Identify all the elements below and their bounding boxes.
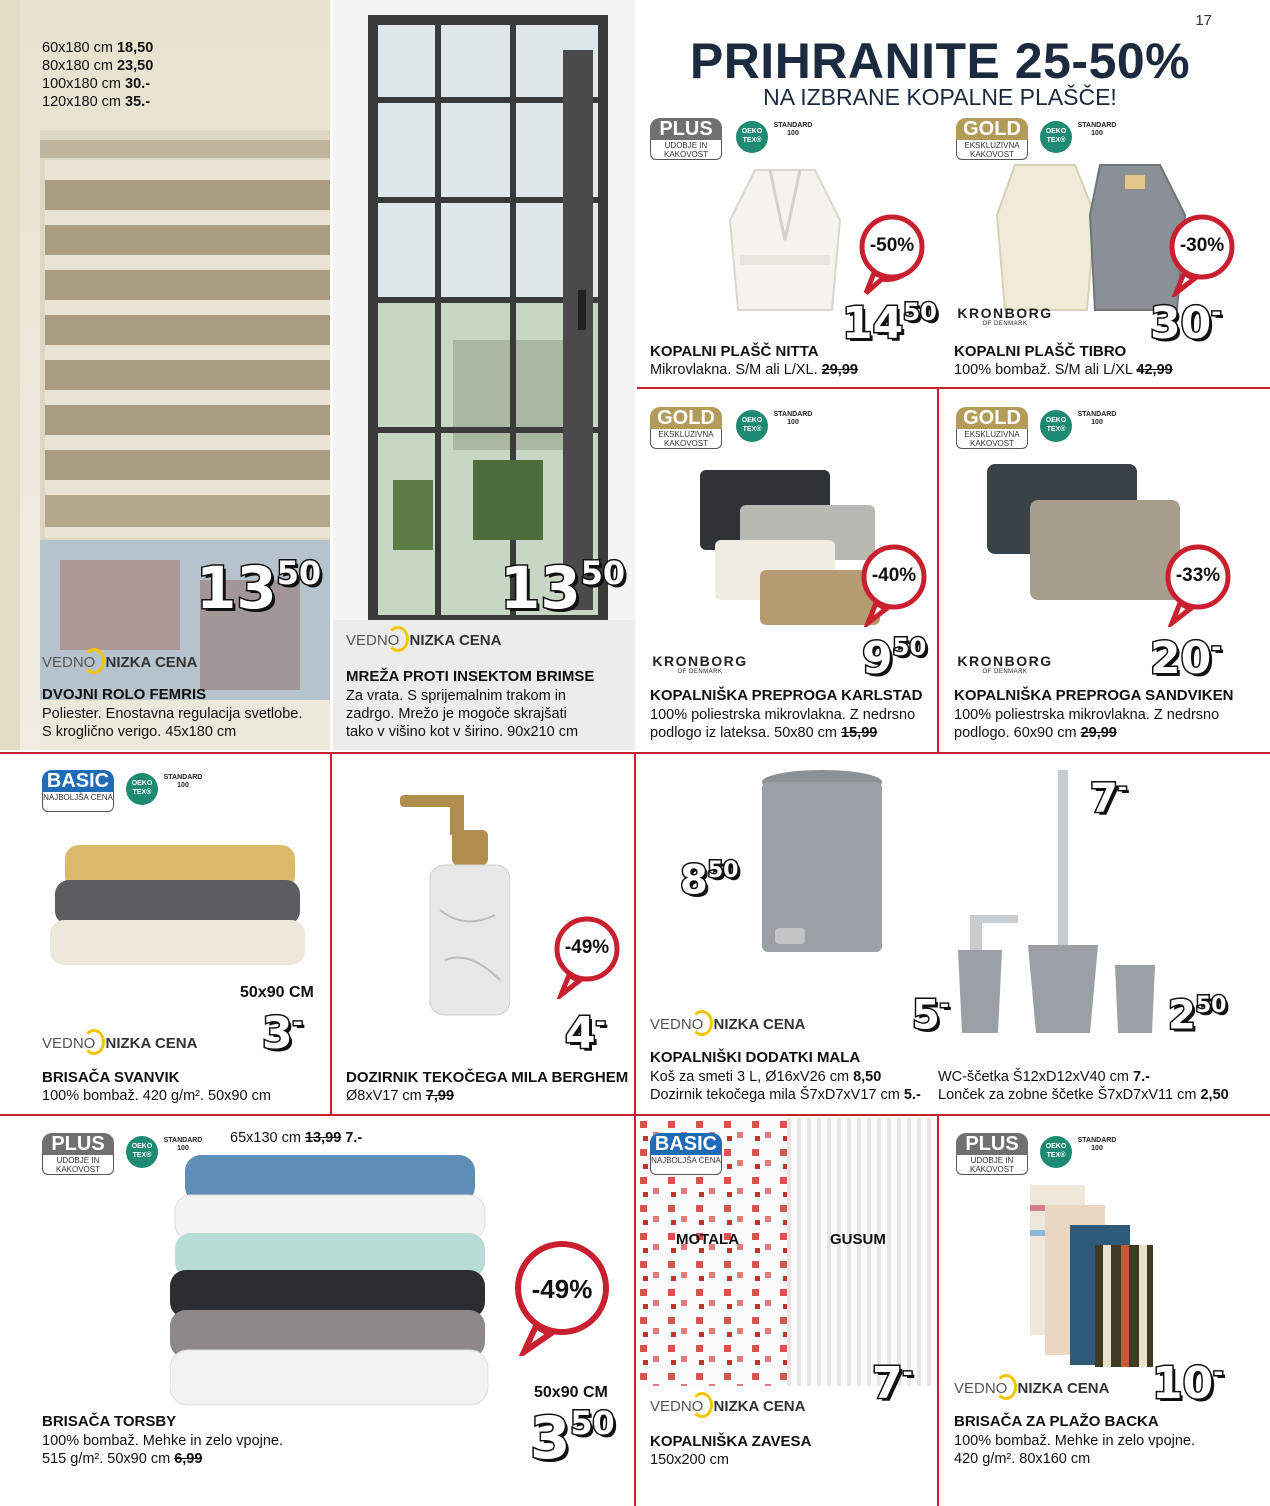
oeko-standard-label: STANDARD 100 xyxy=(1077,411,1117,426)
divider xyxy=(634,752,636,1506)
product-title: BRISAČA ZA PLAŽO BACKA xyxy=(954,1413,1159,1430)
price-berghem: 4- xyxy=(565,1008,606,1060)
product-title: KOPALNIŠKA ZAVESA xyxy=(650,1433,812,1450)
product-description: 100% bombaž. S/M ali L/XL 42,99 xyxy=(954,362,1173,378)
price-torsby: $3^{50}$ xyxy=(530,1403,615,1472)
large-size-price: 65x130 cm 13,99 7.- xyxy=(230,1130,363,1146)
basic-quality-badge: BASIC NAJBOLJŠA CENA xyxy=(650,1133,722,1175)
pedal-bin-mala-image xyxy=(755,768,890,968)
product-description: Ø8xV17 cm 7,99 xyxy=(346,1088,455,1104)
headline-title: PRIHRANITE 25-50% xyxy=(689,33,1191,89)
product-description: 100% bombaž. Mehke in zelo vpojne. 515 g/m². 50x90 cm 6,99 xyxy=(42,1433,284,1467)
price-backa: 10- xyxy=(1152,1358,1224,1410)
towels-svanvik-image xyxy=(45,840,310,970)
product-description: WC-ščetka Š12xD12xV40 cm 7.- Lonček za zobne ščetke Š7xD7xV11 cm 2,50 xyxy=(938,1069,1229,1103)
product-title: MREŽA PROTI INSEKTOM BRIMSE xyxy=(346,668,595,685)
oeko-tex-icon: OEKO TEX® xyxy=(1040,1136,1072,1168)
oeko-tex-icon: OEKO TEX® xyxy=(736,410,768,442)
divider xyxy=(937,388,939,752)
product-description: Mikrovlakna. S/M ali L/XL. 29,99 xyxy=(650,362,858,378)
bathroom-accessories-mala-image xyxy=(950,770,1170,1035)
plus-quality-badge: PLUS UDOBJE IN KAKOVOST xyxy=(650,118,722,160)
soap-dispenser-berghem-image xyxy=(395,790,510,1020)
divider xyxy=(0,1114,1270,1116)
price-soap-dispenser: 5- xyxy=(912,992,949,1039)
product-description: 100% bombaž. 420 g/m². 50x90 cm xyxy=(42,1088,271,1104)
plus-quality-badge: PLUS UDOBJE IN KAKOVOST xyxy=(42,1133,114,1175)
product-title: KOPALNIŠKA PREPROGA KARLSTAD xyxy=(650,687,923,704)
basic-quality-badge: BASIC NAJBOLJŠA CENA xyxy=(42,770,114,812)
curtain-label-gusum: GUSUM xyxy=(830,1231,886,1248)
badge-name: PLUS xyxy=(650,118,722,140)
price-toothbrush-cup: $2^{50}$ xyxy=(1168,992,1227,1039)
discount-badge: -33% xyxy=(1164,543,1232,627)
page-number: 17 xyxy=(1195,12,1212,29)
bathrobe-tibro-image xyxy=(995,155,1190,320)
bath-rugs-karlstad-image xyxy=(695,465,885,630)
discount-badge: -50% xyxy=(858,213,926,297)
always-low-price-label: VEDNO NIZKA CENA xyxy=(346,626,501,652)
product-description: Za vrata. S sprijemalnim trakom in zadrgo. Mrežo je mogoče skrajšati tako v višino kot v širino. 90x210 cm xyxy=(346,688,579,740)
oeko-standard-label: STANDARD 100 xyxy=(163,774,203,789)
size-price-list: 60x180 cm 18,50 80x180 cm 23,50 100x180 cm 30.- 120x180 cm 35.- xyxy=(42,40,154,110)
product-title: KOPALNIŠKA PREPROGA SANDVIKEN xyxy=(954,687,1234,704)
discount-badge: -40% xyxy=(860,543,928,627)
product-title: KOPALNIŠKI DODATKI MALA xyxy=(650,1049,861,1066)
price-nitta: $14^{50}$ xyxy=(842,298,937,350)
price-pedal-bin: $8^{50}$ xyxy=(680,857,739,904)
oeko-tex-icon: OEKO TEX® xyxy=(126,773,158,805)
always-low-price-label: VEDNO NIZKA CENA xyxy=(42,1029,197,1055)
always-low-price-label: VEDNO NIZKA CENA xyxy=(954,1374,1109,1400)
price-tibro: 30- xyxy=(1150,298,1222,350)
size-label: 50x90 CM xyxy=(240,984,314,1001)
beach-towels-backa-image xyxy=(1025,1185,1160,1370)
always-low-price-label: VEDNO NIZKA CENA xyxy=(650,1392,805,1418)
product-title: KOPALNI PLAŠČ TIBRO xyxy=(954,343,1127,360)
product-title: BRISAČA SVANVIK xyxy=(42,1069,180,1086)
gold-quality-badge: GOLD EKSKLUZIVNA KAKOVOST xyxy=(956,407,1028,449)
product-description: Koš za smeti 3 L, Ø16xV26 cm 8,50 Dozirnik tekočega mila Š7xD7xV17 cm 5.- xyxy=(650,1069,921,1103)
curtain-label-motala: MOTALA xyxy=(676,1231,740,1248)
product-description: 150x200 cm xyxy=(650,1452,729,1468)
price-sandviken: 20- xyxy=(1150,633,1222,685)
oeko-standard-label: STANDARD 100 xyxy=(773,411,813,426)
oeko-standard-label: STANDARD 100 xyxy=(1077,1137,1117,1152)
divider xyxy=(937,1114,939,1506)
product-title: DOZIRNIK TEKOČEGA MILA BERGHEM xyxy=(346,1069,629,1086)
plus-quality-badge: PLUS UDOBJE IN KAKOVOST xyxy=(956,1133,1028,1175)
oeko-tex-icon: OEKO TEX® xyxy=(126,1136,158,1168)
product-description: 100% poliestrska mikrovlakna. Z nedrsno podlogo iz lateksa. 50x80 cm 15,99 xyxy=(650,707,916,741)
kronborg-logo: KRONBORG OF DENMARK xyxy=(957,653,1053,675)
price-karlstad: $9^{50}$ xyxy=(862,633,927,685)
product-description: 100% bombaž. Mehke in zelo vpojne. 420 g/m². 80x160 cm xyxy=(954,1433,1196,1467)
oeko-standard-label: STANDARD 100 xyxy=(1077,122,1117,137)
towels-torsby-image xyxy=(170,1150,490,1415)
product-title: DVOJNI ROLO FEMRIS xyxy=(42,686,207,703)
always-low-price-label: VEDNO NIZKA CENA xyxy=(650,1010,805,1036)
oeko-standard-label: STANDARD 100 xyxy=(163,1137,203,1152)
price-svanvik: 3- xyxy=(262,1008,303,1060)
oeko-tex-icon: OEKO TEX® xyxy=(1040,121,1072,153)
bath-rugs-sandviken-image xyxy=(985,462,1185,607)
roller-blind-photo xyxy=(0,0,330,750)
size-label: 50x90 CM xyxy=(534,1384,608,1401)
gold-quality-badge: GOLD EKSKLUZIVNA KAKOVOST xyxy=(650,407,722,449)
oeko-tex-icon: OEKO TEX® xyxy=(1040,410,1072,442)
bathrobe-nitta-image xyxy=(720,160,850,320)
price-brimse: $13^{50}$ xyxy=(500,553,626,622)
discount-badge: -49% xyxy=(512,1238,612,1356)
product-description: 100% poliestrska mikrovlakna. Z nedrsno podlogo. 60x90 cm 29,99 xyxy=(954,707,1220,741)
kronborg-logo: KRONBORG OF DENMARK xyxy=(652,653,748,675)
discount-badge: -30% xyxy=(1168,213,1236,297)
product-title: BRISAČA TORSBY xyxy=(42,1413,177,1430)
price-zavesa: 7- xyxy=(872,1358,913,1410)
price-femris: $13^{50}$ xyxy=(196,553,322,622)
price-toilet-brush: 7- xyxy=(1090,775,1127,822)
kronborg-logo: KRONBORG OF DENMARK xyxy=(957,305,1053,327)
divider xyxy=(330,752,332,1114)
gold-quality-badge: GOLD EKSKLUZIVNA KAKOVOST xyxy=(956,118,1028,160)
always-low-price-label: VEDNO NIZKA CENA xyxy=(42,648,197,674)
product-description: Poliester. Enostavna regulacija svetlobe. S kroglično verigo. 45x180 cm xyxy=(42,706,303,740)
discount-badge: -49% xyxy=(553,915,621,999)
product-title: KOPALNI PLAŠČ NITTA xyxy=(650,343,819,360)
oeko-tex-icon: OEKO TEX® xyxy=(736,121,768,153)
divider xyxy=(637,387,1270,389)
headline-subtitle: NA IZBRANE KOPALNE PLAŠČE! xyxy=(763,84,1117,110)
oeko-standard-label: STANDARD 100 xyxy=(773,122,813,137)
